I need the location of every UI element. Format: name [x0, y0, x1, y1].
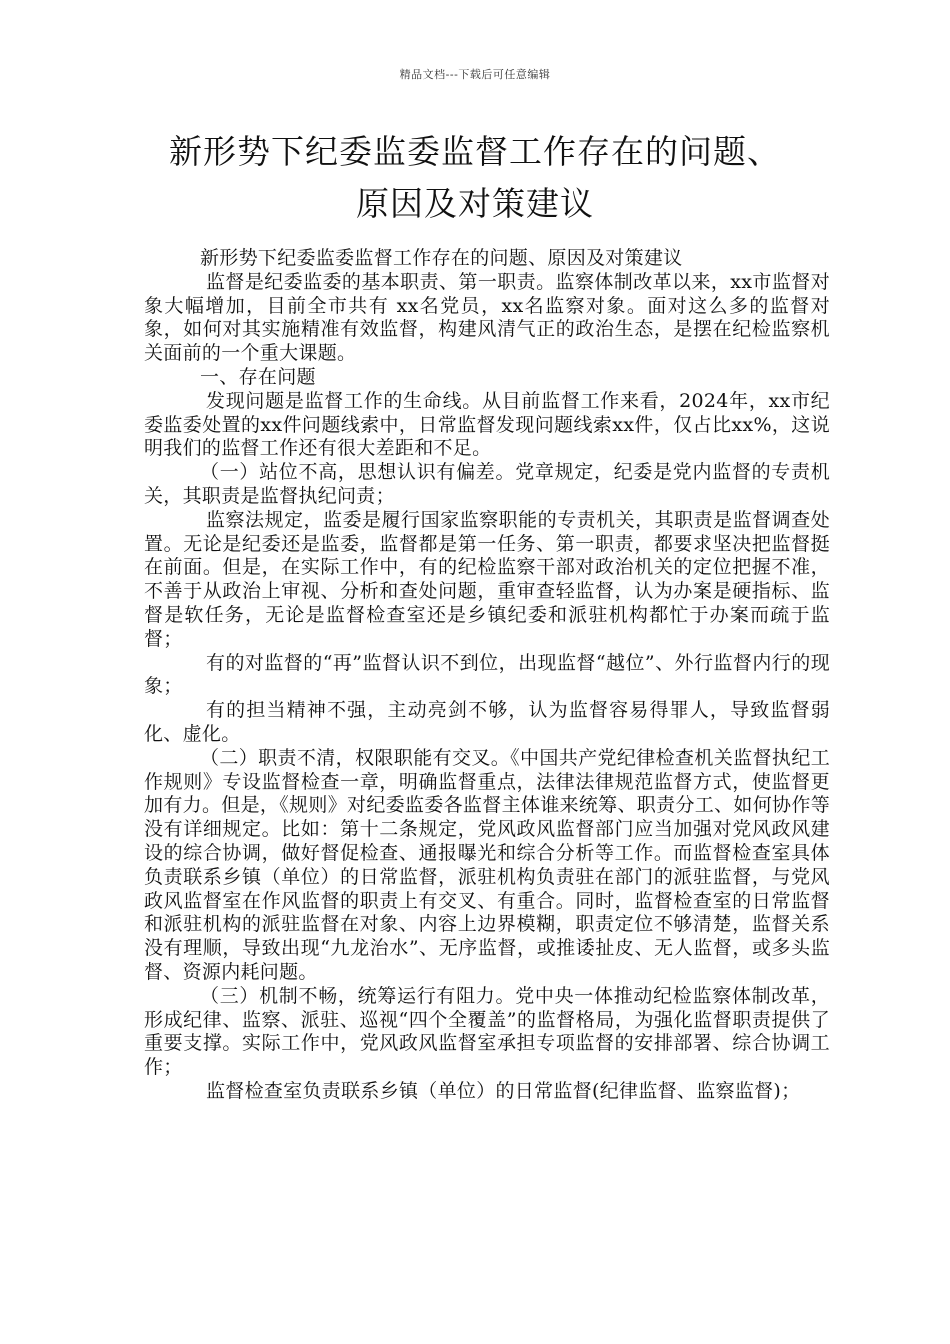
body-paragraph: 监察法规定，监委是履行国家监察职能的专责机关，其职责是监督调查处置。无论是纪委还是监委，监督都是第一任务、第一职责，都要求坚决把监督挺在前面。但是，在实际工作中，有的纪检监察干部对政治机关的定位把握不准，不善于从政治上审视、分析和查处问题，重审查轻监督，认为办案是硬指标、监督是软任务，无论是监督检查室还是乡镇纪委和派驻机构都忙于办案而疏于监督；	[144, 508, 830, 650]
body-paragraph: 有的对监督的“再”监督认识不到位，出现监督“越位”、外行监督内行的现象；	[144, 651, 830, 698]
document-title	[130, 126, 820, 230]
title-line-1: 新形势下纪委监委监督工作存在的问题、	[169, 132, 781, 171]
subsection-paragraph: （二）职责不清，权限职能有交叉。《中国共产党纪律检查机关监督执纪工作规则》专设监督检查一章，明确监督重点，法律法律规范监督方式，使监督更加有力。但是，《规则》对纪委监委各监督主体谁来统筹、职责分工、如何协作等没有详细规定。比如：第十二条规定，党风政风监督部门应当加强对党风政风建设的综合协调，做好督促检查、通报曝光和综合分析等工作。而监督检查室具体负责联系乡镇（单位）的日常监督，派驻机构负责驻在部门的派驻监督，与党风政风监督室在作风监督的职责上有交叉、有重合。同时，监督检查室的日常监督和派驻机构的派驻监督在对象、内容上边界模糊，职责定位不够清楚，监督关系没有理顺，导致出现“九龙治水”、无序监督，或推诿扯皮、无人监督，或多头监督、资源内耗问题。	[144, 746, 830, 983]
section-heading: 一、存在问题	[200, 365, 316, 388]
body-paragraph: 监督检查室负责联系乡镇（单位）的日常监督(纪律监督、监察监督)；	[206, 1079, 801, 1102]
subtitle-paragraph: 新形势下纪委监委监督工作存在的问题、原因及对策建议	[200, 247, 683, 269]
body-paragraph: 监督是纪委监委的基本职责、第一职责。监察体制改革以来，xx市监督对象大幅增加，目前全市共有 xx名党员，xx名监察对象。面对这么多的监督对象，如何对其实施精准有效监督，构建风清气正的政治生态，是摆在纪检监察机关面前的一个重大课题。	[144, 270, 830, 365]
subsection-paragraph: （一）站位不高，思想认识有偏差。党章规定，纪委是党内监督的专责机关，其职责是监督执纪问责；	[144, 461, 830, 507]
body-paragraph: 发现问题是监督工作的生命线。从目前监督工作来看，2024年，xx市纪委监委处置的xx件问题线索中，日常监督发现问题线索xx件，仅占比xx%，这说明我们的监督工作还有很大差距和不足。	[144, 389, 830, 460]
title-line-2: 原因及对策建议	[356, 184, 594, 223]
subsection-paragraph: （三）机制不畅，统筹运行有阻力。党中央一体推动纪检监察体制改革，形成纪律、监察、派驻、巡视“四个全覆盖”的监督格局，为强化监督职责提供了重要支撑。实际工作中，党风政风监督室承担专项监督的安排部署、综合协调工作；	[144, 984, 830, 1079]
document-body	[144, 247, 830, 1104]
header-note: 精品文档---下载后可任意编辑	[399, 68, 551, 81]
body-paragraph: 有的担当精神不强，主动亮剑不够，认为监督容易得罪人，导致监督弱化、虚化。	[144, 699, 830, 745]
